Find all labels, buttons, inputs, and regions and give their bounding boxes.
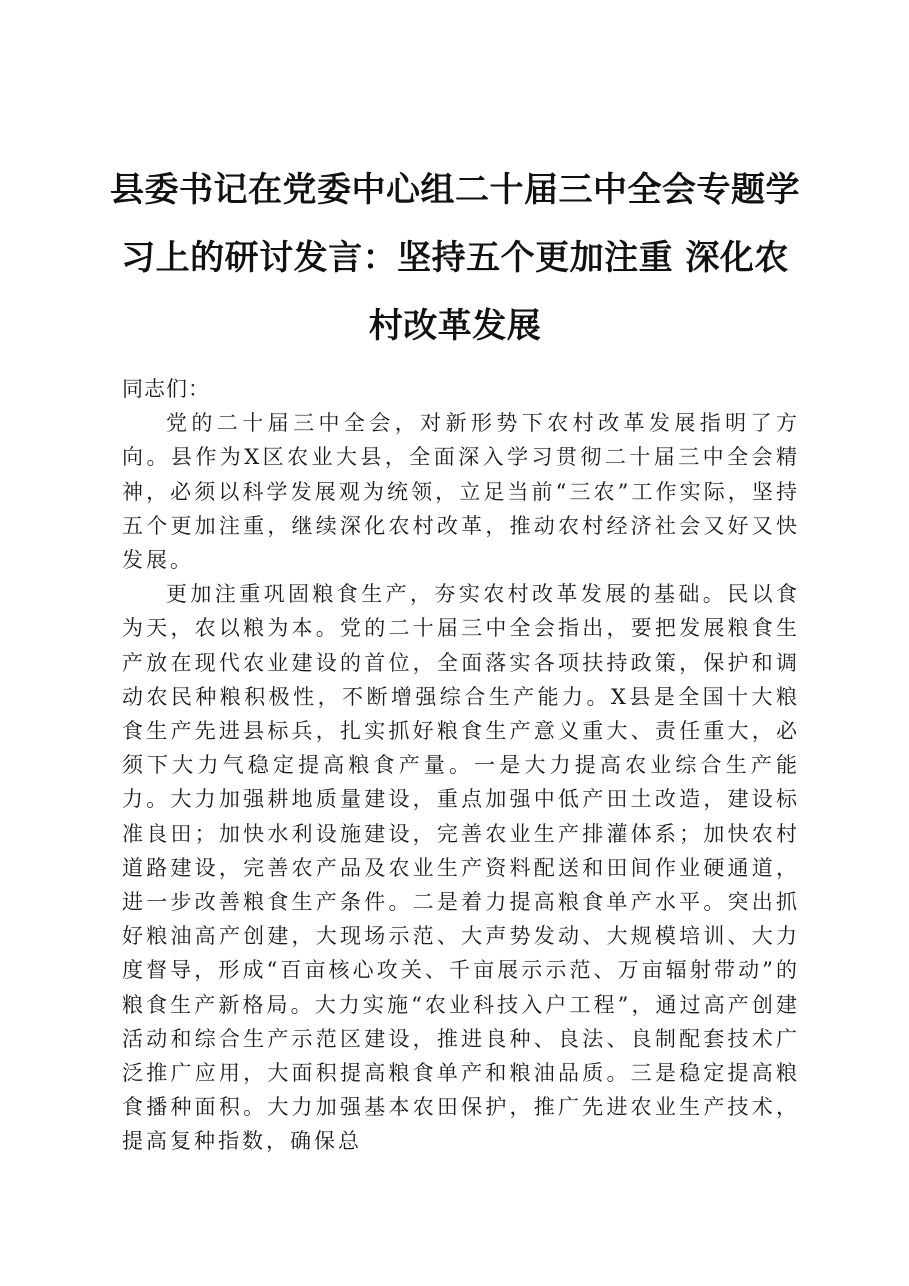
paragraph-grain-production: 更加注重巩固粮食生产，夯实农村改革发展的基础。民以食为天，农以粮为本。党的二十届三中全会指出，要把发展粮食生产放在现代农业建设的首位，全面落实各项扶持政策，保护和调动农民种粮积极性，不断增强综合生产能力。X县是全国十大粮食生产先进县标兵，扎实抓好粮食生产意义重大、责任重大，必须下大力气稳定提高粮食产量。一是大力提高农业综合生产能力。大力加强耕地质量建设，重点加强中低产田土改造，建设标准良田；加快水利设施建设，完善农业生产排灌体系；加快农村道路建设，完善农产品及农业生产资料配送和田间作业硬通道，进一步改善粮食生产条件。二是着力提高粮食单产水平。突出抓好粮油高产创建，大现场示范、大声势发动、大规模培训、大力度督导，形成“百亩核心攻关、千亩展示示范、万亩辐射带动”的粮食生产新格局。大力实施“农业科技入户工程”，通过高产创建活动和综合生产示范区建设，推进良种、良法、良制配套技术广泛推广应用，大面积提高粮食单产和粮油品质。三是稳定提高粮食播种面积。大力加强基本农田保护，推广先进农业生产技术，提高复种指数，确保总 <box>122 582 800 1154</box>
paragraph-intro: 党的二十届三中全会，对新形势下农村改革发展指明了方向。县作为X区农业大县，全面深入学习贯彻二十届三中全会精神，必须以科学发展观为统领，立足当前“三农”工作实际，坚持五个更加注重，继续深化农村改革，推动农村经济社会又好又快发展。 <box>122 411 800 573</box>
document-title <box>110 156 800 360</box>
title-line-3: 村改革发展 <box>368 306 542 346</box>
title-line-2: 习上的研讨发言：坚持五个更加注重 深化农 <box>121 238 789 278</box>
document-body <box>122 372 800 1159</box>
title-line-1: 县委书记在党委中心组二十届三中全会专题学 <box>110 170 800 210</box>
salutation: 同志们： <box>122 377 210 401</box>
